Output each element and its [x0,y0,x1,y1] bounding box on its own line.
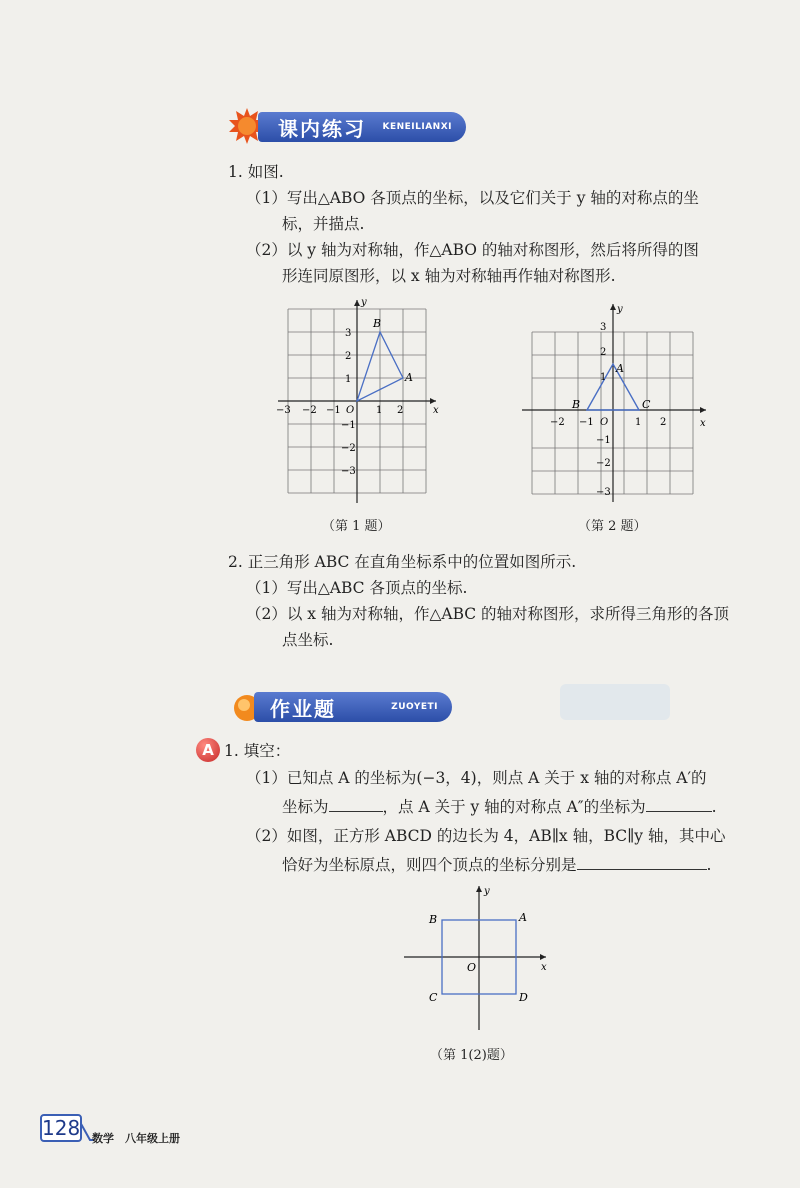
fig1-tick-x-2: 2 [397,405,404,416]
fig1-tick-y-3: 3 [345,328,352,339]
fig2-tick-x-1: 1 [635,417,642,428]
section-subtitle: ZUOYETI [391,702,438,712]
fig3-label-C: C [429,991,438,1004]
fig2-tick-x-neg1: −1 [579,417,594,428]
fig1-tick-y-1: 1 [345,374,352,385]
answer-blank-2[interactable] [646,798,712,812]
fig1-tick-y-neg1: −1 [341,420,356,431]
fig3-axis-y: y [484,886,490,897]
fig3-label-D: D [519,991,528,1004]
fig1-axis-y: y [361,297,367,308]
fig1-tick-x-neg3: −3 [276,405,291,416]
section-title: 作业题 [270,696,336,721]
q1-part2-line2: 形连同原图形，以 x 轴为对称轴再作轴对称图形. [282,267,616,285]
fig1-tick-y-2: 2 [345,351,352,362]
q2-part2-line2: 点坐标. [282,631,334,649]
section-banner-practice [258,112,466,142]
hw1-part2-line2 [282,856,711,874]
hw1-part2-text-b: . [706,856,712,874]
fig3-label-A: A [519,911,527,924]
q2-part2-line1: （2）以 x 轴为对称轴，作△ABC 的轴对称图形，求所得三角形的各顶 [246,605,730,623]
fig1-tick-y-neg3: −3 [341,466,356,477]
hw1-part1-text-a: 坐标为 [282,798,329,816]
fig1-label-B: B [373,317,382,330]
fig1-tick-y-neg2: −2 [341,443,356,454]
fig2-tick-y-2: 2 [600,347,607,358]
section-title: 课内练习 [278,116,366,141]
q2-head: 2. 正三角形 ABC 在直角坐标系中的位置如图所示. [228,553,577,571]
fig3-origin: O [467,961,477,974]
fig2-label-B: B [572,398,581,411]
q1-part1-line2: 标，并描点. [282,215,365,233]
fig2-axis-y: y [617,304,623,315]
figure-2-coordinate-grid [516,298,716,508]
figure-2-caption: （第 2 题） [578,519,647,534]
fig2-tick-y-3: 3 [600,322,607,333]
fig1-label-A: A [405,371,413,384]
fig2-label-C: C [642,398,651,411]
hw1-part1-line1: （1）已知点 A 的坐标为(−3，4)，则点 A 关于 x 轴的对称点 A′的 [246,769,707,787]
figure-3-caption: （第 1(2)题） [430,1048,513,1063]
answer-blank-1[interactable] [329,798,383,812]
fig2-origin: O [600,417,609,428]
fig2-label-A: A [616,362,624,375]
level-badge-a: A [196,738,220,762]
answer-blank-3[interactable] [577,856,707,870]
q1-head: 1. 如图. [228,163,284,181]
fig1-tick-x-neg1: −1 [326,405,341,416]
section-banner-homework [254,692,452,722]
fig3-label-B: B [429,913,438,926]
fig2-tick-y-neg1: −1 [596,435,611,446]
faint-background-patch [560,684,670,720]
hw1-part1-text-b: ，点 A 关于 y 轴的对称点 A″的坐标为 [382,798,646,816]
fig2-axis-x: x [700,418,706,429]
section-subtitle: KENEILIANXI [382,122,452,132]
fig2-tick-y-neg3: −3 [596,487,611,498]
q1-part2-line1: （2）以 y 轴为对称轴，作△ABO 的轴对称图形，然后将所得的图 [246,241,699,259]
hw1-part2-line1: （2）如图，正方形 ABCD 的边长为 4，AB∥x 轴，BC∥y 轴，其中心 [246,827,726,845]
fig3-axis-x: x [541,962,547,973]
hw1-part1-line2 [282,798,717,816]
fig2-tick-x-2: 2 [660,417,667,428]
hw1-head: 1. 填空： [224,742,291,760]
q2-part1: （1）写出△ABC 各顶点的坐标. [246,579,468,597]
page-number: 128 [42,1116,81,1140]
fig1-axis-x: x [433,405,439,416]
fig1-tick-x-1: 1 [376,405,383,416]
q1-part1-line1: （1）写出△ABO 各顶点的坐标，以及它们关于 y 轴的对称点的坐 [246,189,699,207]
figure-3-square-diagram [400,880,560,1035]
fig1-origin: O [346,405,355,416]
fig2-tick-y-neg2: −2 [596,458,611,469]
hw1-part1-text-c: . [711,798,717,816]
hw1-part2-text-a: 恰好为坐标原点，则四个顶点的坐标分别是 [282,856,577,874]
fig2-tick-x-neg2: −2 [550,417,565,428]
fig2-tick-y-1: 1 [600,372,607,383]
figure-1-coordinate-grid [270,295,450,510]
figure-1-caption: （第 1 题） [322,519,391,534]
book-title: 数学 八年级上册 [92,1132,180,1145]
fig1-tick-x-neg2: −2 [302,405,317,416]
